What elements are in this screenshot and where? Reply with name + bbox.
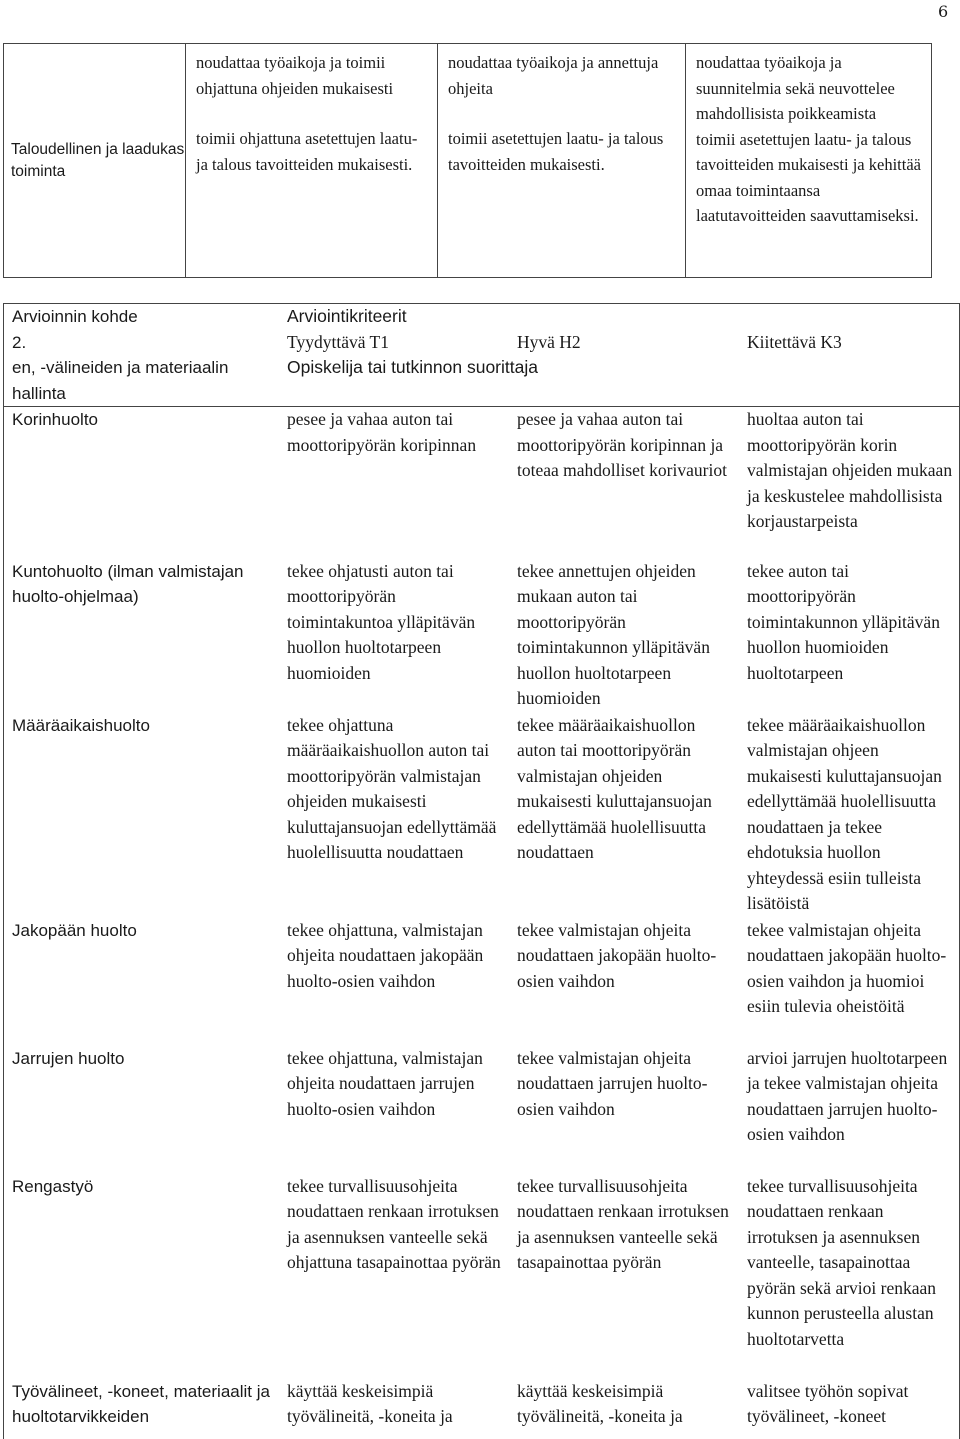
row-label-jarrujen-huolto: Jarrujen huolto: [12, 1048, 125, 1068]
cell-k3: tekee valmistajan ohjeita noudattaen jakopään huolto-osien vaihdon ja huomioi esiin tulevia oheistöitä: [739, 918, 960, 1046]
level-k3-header: Kiitettävä K3: [739, 330, 960, 356]
criteria-text: noudattaa työaikoja ja suunnitelmia sekä neuvottelee mahdollisista poikkeamista: [696, 53, 895, 123]
row-label-kuntohuolto: Kuntohuolto (ilman valmistajan huolto-ohjelmaa): [12, 561, 244, 606]
cell-k3: tekee auton tai moottoripyörän toimintakunnon ylläpitävän huollon huomioiden huoltotarpeen: [739, 559, 960, 713]
cell-t1: tekee ohjatusti auton tai moottoripyörän toimintakuntoa ylläpitävän huollon huoltotarpeen huomioiden: [287, 560, 476, 683]
criteria-text: toimii ohjattuna asetettujen laatu- ja talous tavoitteiden mukaisesti.: [196, 129, 418, 174]
level-t1-header: Tyydyttävä T1: [287, 331, 389, 352]
row-label-rengastyo: Rengastyö: [12, 1176, 94, 1196]
cell-h2: tekee valmistajan ohjeita noudattaen jarrujen huolto-osien vaihdon: [517, 1047, 708, 1119]
cell-k3: valitsee työhön sopivat työvälineet, -koneet: [739, 1379, 960, 1439]
row-label-economic-quality: Taloudellinen ja laadukas toiminta: [4, 44, 186, 278]
criteria-text: toimii asetettujen laatu- ja talous tavoitteiden mukaisesti.: [448, 129, 664, 174]
cell-h2: tekee valmistajan ohjeita noudattaen jakopään huolto-osien vaihdon: [517, 919, 717, 991]
cell-h2: pesee ja vahaa auton tai moottoripyörän koripinnan ja toteaa mahdolliset korivauriot: [509, 407, 739, 559]
page-number: 6: [938, 2, 949, 21]
cell-h2: tekee annettujen ohjeiden mukaan auton tai moottoripyörän toimintakunnon ylläpitävän huollon huoltotarpeen huomioiden: [517, 560, 710, 708]
row-label-tyovalineet: Työvälineet, -koneet, materiaalit ja huoltotarvikkeiden: [12, 1381, 270, 1426]
cell-k3: huoltaa auton tai moottoripyörän korin valmistajan ohjeiden mukaan ja keskustelee mahdollisista korjaustarpeista: [739, 407, 960, 559]
criteria-text: noudattaa työaikoja ja toimii ohjattuna ohjeiden mukaisesti: [196, 53, 394, 98]
criteria-text: noudattaa työaikoja ja annettuja ohjeita: [448, 53, 659, 98]
cell-h2: tekee turvallisuusohjeita noudattaen renkaan irrotuksen ja asennuksen vanteelle sekä tasapainottaa pyörän: [517, 1175, 729, 1272]
cell-k3: tekee määräaikaishuollon valmistajan ohjeen mukaisesti kuluttajansuojan edellyttämää huolellisuutta noudattaen ja tekee ehdotuksia huollon yhteydessä esiin tulleista lisätöistä: [739, 713, 960, 918]
criteria-cell-h2: [438, 44, 686, 278]
cell-k3: tekee turvallisuusohjeita noudattaen renkaan irrotuksen ja asennuksen vanteelle, tasapainottaa pyörän sekä arvioi renkaan kunnon perusteella alustan huoltotarvetta: [739, 1174, 960, 1379]
criteria-cell-t1: [186, 44, 438, 278]
row-label-korinhuolto: Korinhuolto: [4, 407, 280, 559]
subject-description: Opiskelija tai tutkinnon suorittaja: [279, 355, 960, 407]
competence-table-continued: [3, 43, 932, 278]
cell-t1: tekee ohjattuna, valmistajan ohjeita noudattaen jarrujen huolto-osien vaihdon: [287, 1047, 483, 1119]
section-number: 2.: [12, 332, 27, 352]
cell-k3: arvioi jarrujen huoltotarpeen ja tekee valmistajan ohjeita noudattaen jarrujen huolto-osien vaihdon: [739, 1046, 960, 1174]
criteria-text: toimii asetettujen laatu- ja talous tavoitteiden mukaisesti ja kehittää omaa toimintaansa laatutavoitteiden saavuttamiseksi.: [696, 129, 921, 225]
cell-h2: tekee määräaikaishuollon auton tai moottoripyörän valmistajan ohjeiden mukaisesti kuluttajansuojan edellyttämää huolellisuutta noudattaen: [517, 714, 712, 862]
criteria-cell-k3: [686, 44, 932, 278]
cell-t1: käyttää keskeisimpiä työvälineitä, -koneita ja: [287, 1380, 453, 1426]
header-criteria: Arviointikriteerit: [279, 304, 960, 330]
cell-t1: pesee ja vahaa auton tai moottoripyörän koripinnan: [279, 407, 509, 559]
cell-t1: tekee ohjattuna määräaikaishuollon auton tai moottoripyörän valmistajan ohjeiden mukaisesti kuluttajansuojan edellyttämää huolellisuutta noudattaen: [287, 714, 497, 862]
assessment-table: [3, 303, 960, 1439]
cell-t1: tekee ohjattuna, valmistajan ohjeita noudattaen jakopään huolto-osien vaihdon: [287, 919, 484, 991]
row-label-maaraaikaishuolto: Määräaikaishuolto: [12, 715, 150, 735]
cell-t1: tekee turvallisuusohjeita noudattaen renkaan irrotuksen ja asennuksen vanteelle sekä ohjattuna tasapainottaa pyörän: [287, 1175, 501, 1272]
row-label-jakopaan-huolto: Jakopään huolto: [12, 920, 137, 940]
header-assessment-subject: Arvioinnin kohde: [12, 307, 138, 326]
level-h2-header: Hyvä H2: [517, 331, 581, 352]
cell-h2: käyttää keskeisimpiä työvälineitä, -koneita ja: [517, 1380, 683, 1426]
section-title: en, -välineiden ja materiaalin hallinta: [12, 358, 229, 403]
